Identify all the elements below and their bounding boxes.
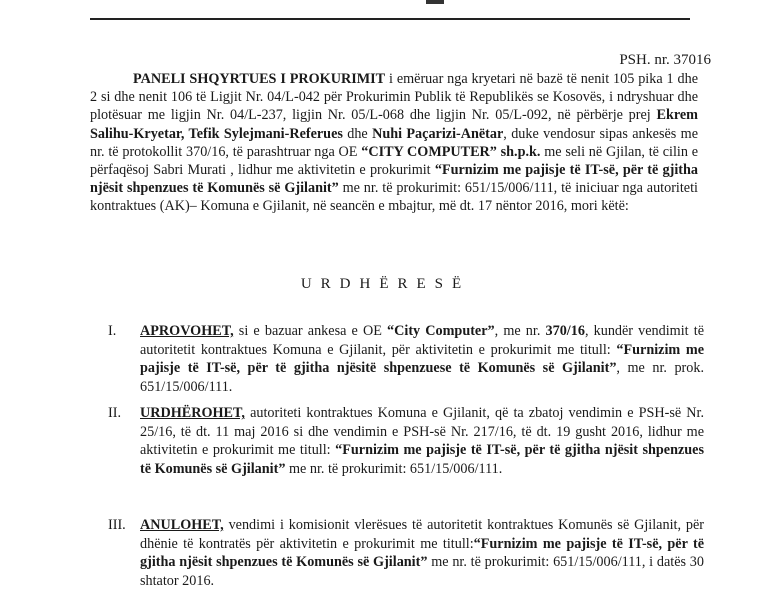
intro-text-4: me seli në Gjilan, të cilin e përfaqësoj Sabri Murati , lidhur me aktivitetin e prokurimit [90,143,699,179]
item-keyword: ANULOHET, [140,517,224,533]
item-bold-text: “City Computer” [387,323,495,339]
item-keyword: APROVOHET, [140,323,234,339]
item-numeral: II. [108,405,121,421]
intro-text-2: dhe [342,125,373,142]
section-heading: URDHËRESË [300,276,471,292]
item-text: autoriteti kontraktues Komuna e Gjilanit, që ta zbatoj vendimin e PSH-së Nr. 25/16, të dt. 11 maj 2016 si dhe vendimin e PSH-së Nr. 217/16, të dt. 19 gusht 2016, lidhur me aktivitetin e prokurimit me titull: [140,405,704,458]
item-numeral: III. [108,517,126,533]
item-body [140,516,704,590]
item-text: me nr. të prokurimit: 651/15/006/111. [285,460,503,477]
panel-member-3: Nuhi Paçarizi-Anëtar [372,125,504,142]
item-body [140,404,704,478]
economic-operator-name: “CITY COMPUTER” sh.p.k. [361,143,541,160]
item-text: , kundër vendimit të autoritetit kontraktues Komuna e Gjilanit, për aktivitetin e prokurimit me titull: [140,323,704,358]
item-bold-text: “Furnizim me pajisje të IT-së, për të gjitha njësit shpenzues të Komunës së Gjilanit” [140,535,705,570]
item-body [140,322,704,396]
item-keyword: URDHËROHET, [140,405,245,421]
decision-item-2 [108,404,704,478]
item-numeral: I. [108,323,117,339]
item-bold-text: “Furnizim me pajisje të IT-së, për të gjitha njësit shpenzues të Komunës së Gjilanit” [140,442,704,477]
decision-item-3 [108,516,704,590]
item-text: me nr. të prokurimit: 651/15/006/111, i datës 30 shtator 2016. [140,554,704,589]
panel-name: PANELI SHQYRTUES I PROKURIMIT [133,71,386,87]
item-bold-text: 370/16 [545,323,585,339]
procurement-activity-title: “Furnizim me pajisje të IT-së, për të gjitha njësit shpenzues të Komunës së Gjilanit” [90,162,698,197]
intro-text-3: , duke vendosur sipas ankesës me nr. të protokollit 370/16, të parashtruar nga OE [90,125,698,160]
top-ink-mark [426,0,444,4]
intro-text-5: me nr. të prokurimit: 651/15/006/111, të iniciuar nga autoriteti kontraktues (AK)– Komuna e Gjilanit, në seancën e mbajtur, më dt. 17 nëntor 2016, mori këtë: [90,180,698,215]
panel-members: Ekrem Salihu-Kryetar, Tefik Sylejmani-Referues [90,107,698,142]
item-text: si e bazuar ankesa e OE [233,323,388,339]
decision-item-1 [108,322,704,396]
item-text: , me nr. [494,323,546,339]
intro-paragraph [90,70,698,216]
intro-text-1: i emëruar nga kryetari në bazë të nenit 105 pika 1 dhe 2 si dhe nenit 106 të Ligjit Nr. 04/L-042 për Prokurimin Publik të Republikës se Kosovës, i ndryshuar dhe plotësuar me ligjin Nr. 04/L-237, ligjin Nr. 05/L-068 dhe ligjin Nr. 05/L-092, në përbërje prej [90,71,698,124]
item-bold-text: “Furnizim me pajisje të IT-së, për të gjitha njësitë shpenzuese të Komunës së Gjilanit” [140,341,704,376]
item-text: vendimi i komisionit vlerësues të autoritetit kontraktues Komunës së Gjilanit, për dhënie të kontratës për aktivitetin e prokurimit me titull: [140,517,704,552]
reference-number: PSH. nr. 37016 [619,52,711,68]
item-text: , me nr. prok. 651/15/006/111. [140,360,705,395]
top-rule-divider [90,18,690,20]
